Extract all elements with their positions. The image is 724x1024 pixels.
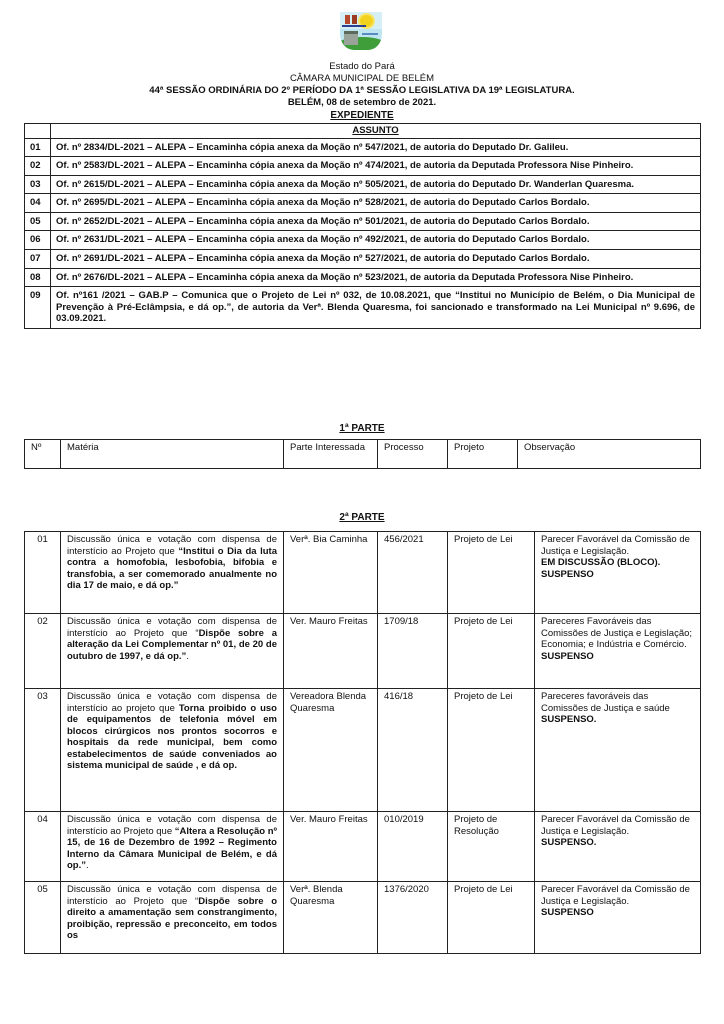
row-subject: Of. nº 2652/DL-2021 – ALEPA – Encaminha cópia anexa da Moção nº 501/2021, de autoria do Deputado Carlos Bordalo. [51, 212, 701, 231]
row-processo: 1376/2020 [378, 882, 448, 954]
row-number: 01 [25, 138, 51, 157]
table-row [25, 812, 701, 882]
row-observacao: Parecer Favorável da Comissão de Justiça e Legislação. SUSPENSO. [535, 812, 701, 882]
row-materia: Discussão única e votação com dispensa de interstício ao Projeto que “Altera a Resolução nº 15, de 16 de Dezembro de 1992 – Regimento Interno da Câmara Municipal de Belém, e dá op.”. [61, 812, 284, 882]
row-subject: Of. nº 2834/DL-2021 – ALEPA – Encaminha cópia anexa da Moção nº 547/2021, de autoria do Deputado Dr. Galileu. [51, 138, 701, 157]
num-header [25, 124, 51, 139]
row-parte-interessada: Verª. Bia Caminha [284, 532, 378, 614]
row-number: 08 [25, 268, 51, 287]
col-observacao: Observação [518, 440, 701, 469]
row-projeto: Projeto de Lei [448, 532, 535, 614]
row-materia: Discussão única e votação com dispensa de interstício ao Projeto que “Institui o Dia da luta contra a homofobia, lesbofobia, bifobia e transfobia, a ser comemorado anualmente no dia 17 de maio, e dá op.” [61, 532, 284, 614]
row-subject: Of. nº 2676/DL-2021 – ALEPA – Encaminha cópia anexa da Moção nº 523/2021, de autoria da Deputada Professora Nise Pinheiro. [51, 268, 701, 287]
row-parte-interessada: Vereadora Blenda Quaresma [284, 689, 378, 812]
row-observacao: Pareceres favoráveis das Comissões de Justiça e saúde SUSPENSO. [535, 689, 701, 812]
table-row [25, 157, 701, 176]
col-projeto: Projeto [448, 440, 518, 469]
chamber-name: CÂMARA MUNICIPAL DE BELÉM [289, 73, 435, 84]
row-processo: 416/18 [378, 689, 448, 812]
status-text: SUSPENSO [541, 650, 594, 662]
row-projeto: Projeto de Lei [448, 882, 535, 954]
table-row [25, 268, 701, 287]
row-number: 09 [25, 287, 51, 329]
row-observacao: Pareceres Favoráveis das Comissões de Justiça e Legislação; Economia; e Indústria e Comércio. SUSPENSO [535, 614, 701, 689]
row-projeto: Projeto de Resolução [448, 812, 535, 882]
status-text: SUSPENSO. [541, 837, 597, 849]
col-processo: Processo [378, 440, 448, 469]
assunto-header: ASSUNTO [51, 124, 701, 139]
row-subject: Of. nº 2695/DL-2021 – ALEPA – Encaminha cópia anexa da Moção nº 528/2021, de autoria do Deputado Carlos Bordalo. [51, 194, 701, 213]
row-number: 03 [25, 175, 51, 194]
row-subject: Of. nº161 /2021 – GAB.P – Comunica que o Projeto de Lei nº 032, de 10.08.2021, que “Institui no Município de Belém, o Dia Municipal de Prevenção à Pré-Eclâmpsia, e dá op.”, de autoria da Verª. Blenda Quaresma, foi sancionado e transformado na Lei Municipal nº 9.696, de 03.09.2021. [51, 287, 701, 329]
table-row [25, 175, 701, 194]
col-parte-interessada: Parte Interessada [284, 440, 378, 469]
row-number: 05 [25, 212, 51, 231]
table-row [25, 614, 701, 689]
table-row [25, 231, 701, 250]
state-name: Estado do Pará [329, 61, 395, 72]
row-materia: Discussão única e votação com dispensa de interstício ao projeto que Torna proibido o uso de equipamentos de telefonia móvel em blocos cirúrgicos nos prontos socorros e hospitais da rede municipal, bem como estabelecimentos de saúde conveniados ao sistema municipal de saúde , e dá op. [61, 689, 284, 812]
table-row [25, 287, 701, 329]
row-projeto: Projeto de Lei [448, 614, 535, 689]
table-row [25, 194, 701, 213]
table-row [25, 250, 701, 269]
parte2-table [24, 531, 701, 954]
expediente-table [24, 123, 701, 329]
row-observacao: Parecer Favorável da Comissão de Justiça e Legislação. SUSPENSO [535, 882, 701, 954]
row-number: 07 [25, 250, 51, 269]
row-observacao: Parecer Favorável da Comissão de Justiça e Legislação. EM DISCUSSÃO (BLOCO). SUSPENSO [535, 532, 701, 614]
expediente-header-row [25, 124, 701, 139]
col-num: Nº [25, 440, 61, 469]
row-subject: Of. nº 2631/DL-2021 – ALEPA – Encaminha cópia anexa da Moção nº 492/2021, de autoria do Deputado Carlos Bordalo. [51, 231, 701, 250]
row-subject: Of. nº 2691/DL-2021 – ALEPA – Encaminha cópia anexa da Moção nº 527/2021, de autoria do Deputado Carlos Bordalo. [51, 250, 701, 269]
status-text: SUSPENSO [541, 907, 594, 919]
parte2-title: 2ª PARTE [339, 512, 385, 523]
row-parte-interessada: Ver. Mauro Freitas [284, 812, 378, 882]
row-projeto: Projeto de Lei [448, 689, 535, 812]
parte1-title: 1ª PARTE [339, 423, 385, 434]
row-number: 01 [25, 532, 61, 614]
row-materia: Discussão única e votação com dispensa de interstício ao Projeto que “Dispõe sobre a alteração da Lei Complementar nº 01, de 20 de outubro de 1997, e dá op.”. [61, 614, 284, 689]
table-row [25, 882, 701, 954]
row-materia: Discussão única e votação com dispensa de interstício ao Projeto que “Dispõe sobre o direito a amamentação sem constrangimento, proibição, repressão e preconceito, em todos os [61, 882, 284, 954]
row-number: 02 [25, 614, 61, 689]
status-text: SUSPENSO [541, 568, 594, 580]
row-processo: 456/2021 [378, 532, 448, 614]
table-row [25, 212, 701, 231]
session-title: 44ª SESSÃO ORDINÁRIA DO 2º PERÍODO DA 1ª SESSÃO LEGISLATIVA DA 19ª LEGISLATURA. [149, 85, 575, 96]
row-number: 06 [25, 231, 51, 250]
row-number: 05 [25, 882, 61, 954]
row-parte-interessada: Ver. Mauro Freitas [284, 614, 378, 689]
expediente-title: EXPEDIENTE [330, 110, 394, 121]
row-processo: 1709/18 [378, 614, 448, 689]
table-row [25, 532, 701, 614]
parte1-header-row [25, 440, 701, 469]
col-materia: Matéria [61, 440, 284, 469]
session-date: BELÉM, 08 de setembro de 2021. [287, 97, 437, 108]
brasao-camara-belem-icon [340, 12, 382, 50]
row-number: 04 [25, 194, 51, 213]
row-number: 02 [25, 157, 51, 176]
row-parte-interessada: Verª. Blenda Quaresma [284, 882, 378, 954]
table-row [25, 138, 701, 157]
status-text: SUSPENSO. [541, 714, 597, 726]
row-subject: Of. nº 2615/DL-2021 – ALEPA – Encaminha cópia anexa da Moção nº 505/2021, de autoria do Deputado Dr. Wanderlan Quaresma. [51, 175, 701, 194]
row-number: 04 [25, 812, 61, 882]
row-subject: Of. nº 2583/DL-2021 – ALEPA – Encaminha cópia anexa da Moção nº 474/2021, de autoria da Deputada Professora Nise Pinheiro. [51, 157, 701, 176]
status-text: EM DISCUSSÃO (BLOCO). [541, 557, 661, 569]
table-row [25, 689, 701, 812]
parte1-table [24, 439, 701, 469]
row-processo: 010/2019 [378, 812, 448, 882]
row-number: 03 [25, 689, 61, 812]
